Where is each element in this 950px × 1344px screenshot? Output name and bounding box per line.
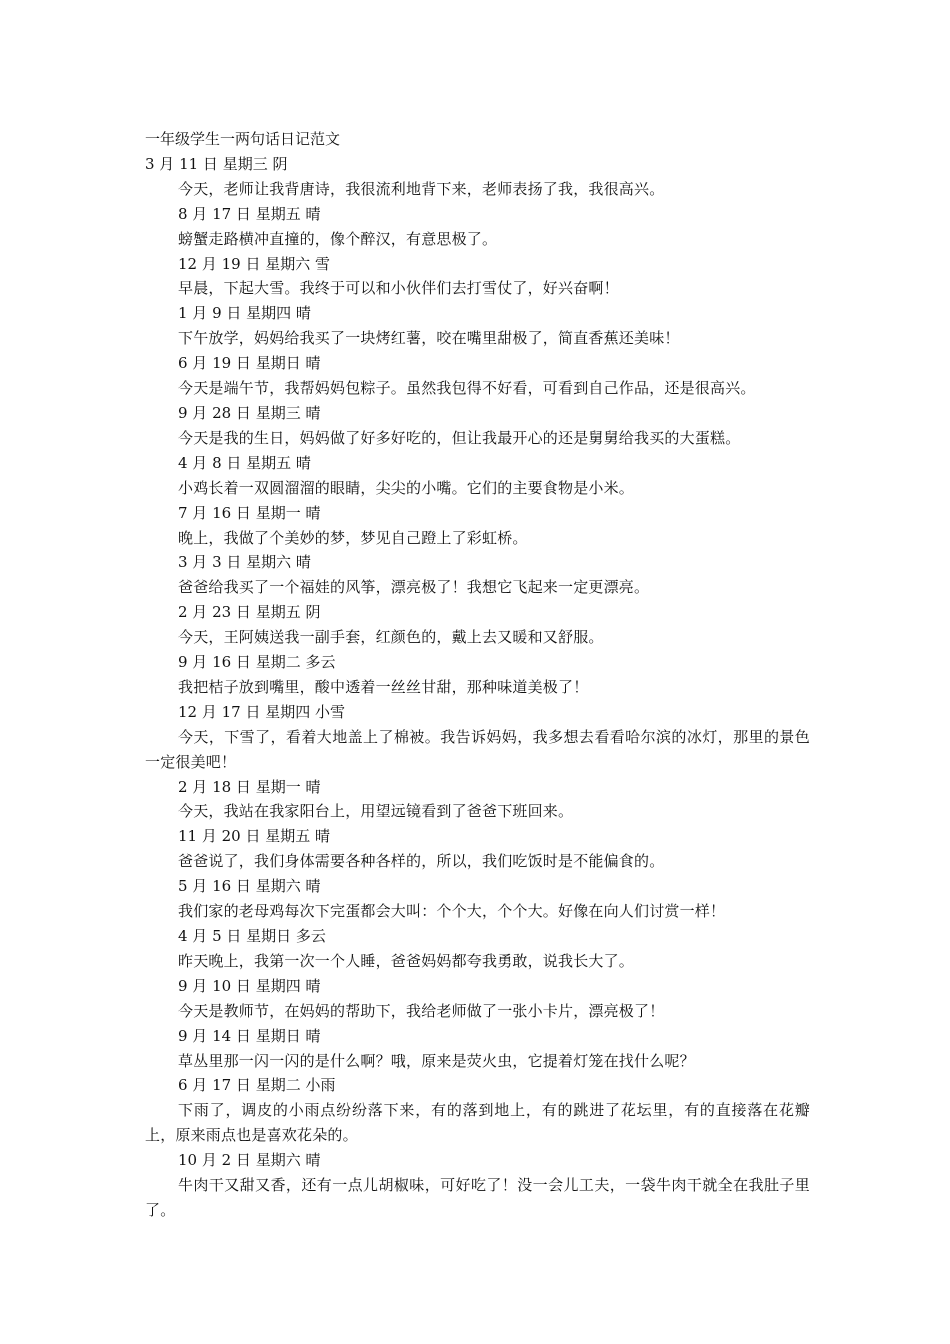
entry-date: 2 月 18 日 星期一 晴 — [178, 777, 321, 796]
entry-text: 我们家的老母鸡每次下完蛋都会大叫：个个大，个个大。好像在向人们讨赏一样！ — [178, 902, 726, 921]
entry-text: 晚上，我做了个美妙的梦，梦见自己蹬上了彩虹桥。 — [178, 528, 528, 547]
diary-entry — [145, 874, 810, 924]
entry-text: 下雨了，调皮的小雨点纷纷落下来，有的落到地上，有的跳进了花坛里，有的直接落在花瓣上，原来雨点也是喜欢花朵的。 — [145, 1101, 810, 1145]
diary-entry — [145, 775, 810, 825]
entry-text: 牛肉干又甜又香，还有一点儿胡椒味，可好吃了！没一会儿工夫，一袋牛肉干就全在我肚子里了。 — [145, 1176, 810, 1219]
diary-entry — [145, 974, 810, 1024]
diary-entry — [145, 1024, 810, 1074]
entry-date: 3 月 11 日 星期三 阴 — [145, 154, 288, 173]
diary-entry — [145, 401, 810, 451]
diary-entry — [145, 351, 810, 401]
entry-date: 4 月 8 日 星期五 晴 — [178, 453, 311, 472]
entry-text: 今天，下雪了，看着大地盖上了棉被。我告诉妈妈，我多想去看看哈尔滨的冰灯，那里的景色一定很美吧！ — [145, 727, 810, 771]
document-title: 一年级学生一两句话日记范文 — [145, 130, 341, 148]
diary-entry — [145, 600, 810, 650]
entry-date: 12 月 17 日 星期四 小雪 — [178, 702, 346, 721]
diary-entry — [145, 700, 810, 775]
entry-date: 3 月 3 日 星期六 晴 — [178, 553, 311, 572]
entry-date: 5 月 16 日 星期六 晴 — [178, 877, 321, 896]
diary-entry — [145, 650, 810, 700]
entry-text: 我把桔子放到嘴里，酸中透着一丝丝甘甜，那种味道美极了！ — [178, 677, 589, 696]
diary-entry — [145, 451, 810, 501]
entry-date: 9 月 10 日 星期四 晴 — [178, 976, 321, 995]
entry-date: 7 月 16 日 星期一 晴 — [178, 503, 321, 522]
diary-entry — [145, 252, 810, 302]
entry-text: 昨天晚上，我第一次一个人睡，爸爸妈妈都夸我勇敢，说我长大了。 — [178, 951, 635, 970]
entry-date: 10 月 2 日 星期六 晴 — [178, 1151, 321, 1170]
diary-entry — [145, 301, 810, 351]
entry-text: 早晨，下起大雪。我终于可以和小伙伴们去打雪仗了，好兴奋啊！ — [178, 279, 619, 298]
entry-text: 小鸡长着一双圆溜溜的眼睛，尖尖的小嘴。它们的主要食物是小米。 — [178, 478, 635, 497]
diary-entry — [145, 1073, 810, 1148]
entry-text: 爸爸给我买了一个福娃的风筝，漂亮极了！我想它飞起来一定更漂亮。 — [178, 578, 650, 597]
entry-date: 9 月 16 日 星期二 多云 — [178, 653, 336, 672]
entry-date: 9 月 28 日 星期三 晴 — [178, 403, 321, 422]
diary-entry — [145, 924, 810, 974]
entry-date: 4 月 5 日 星期日 多云 — [178, 927, 326, 945]
entry-text: 今天是我的生日，妈妈做了好多好吃的，但让我最开心的还是舅舅给我买的大蛋糕。 — [178, 428, 741, 447]
entry-text: 螃蟹走路横冲直撞的，像个醉汉，有意思极了。 — [178, 229, 498, 248]
diary-entry — [145, 501, 810, 551]
entry-text: 爸爸说了，我们身体需要各种各样的，所以，我们吃饭时是不能偏食的。 — [178, 852, 665, 871]
entry-text: 今天是端午节，我帮妈妈包粽子。虽然我包得不好看，可看到自己作品，还是很高兴。 — [178, 379, 756, 398]
diary-entry — [145, 1148, 810, 1223]
entry-date: 2 月 23 日 星期五 阴 — [178, 603, 321, 622]
entry-date: 9 月 14 日 星期日 晴 — [178, 1026, 321, 1045]
entry-text: 草丛里那一闪一闪的是什么啊？哦，原来是荧火虫，它提着灯笼在找什么呢？ — [178, 1051, 695, 1070]
diary-entry — [145, 202, 810, 252]
entry-text: 今天，老师让我背唐诗，我很流利地背下来，老师表扬了我，我很高兴。 — [178, 179, 665, 198]
diary-entry — [145, 550, 810, 600]
entry-text: 今天，我站在我家阳台上，用望远镜看到了爸爸下班回来。 — [178, 802, 574, 821]
entry-date: 12 月 19 日 星期六 雪 — [178, 254, 331, 273]
diary-entry — [145, 177, 810, 202]
entry-date: 6 月 17 日 星期二 小雨 — [178, 1076, 336, 1095]
document-page — [145, 127, 810, 1223]
entry-text: 今天，王阿姨送我一副手套，红颜色的，戴上去又暖和又舒服。 — [178, 628, 604, 647]
entry-date: 11 月 20 日 星期五 晴 — [178, 827, 331, 846]
diary-entry — [145, 824, 810, 874]
entry-text: 下午放学，妈妈给我买了一块烤红薯，咬在嘴里甜极了，简直香蕉还美味！ — [178, 329, 680, 348]
entry-date: 8 月 17 日 星期五 晴 — [178, 204, 321, 223]
entry-date: 6 月 19 日 星期日 晴 — [178, 354, 321, 373]
entry-date: 1 月 9 日 星期四 晴 — [178, 304, 311, 323]
entry-text: 今天是教师节，在妈妈的帮助下，我给老师做了一张小卡片，漂亮极了！ — [178, 1001, 665, 1020]
